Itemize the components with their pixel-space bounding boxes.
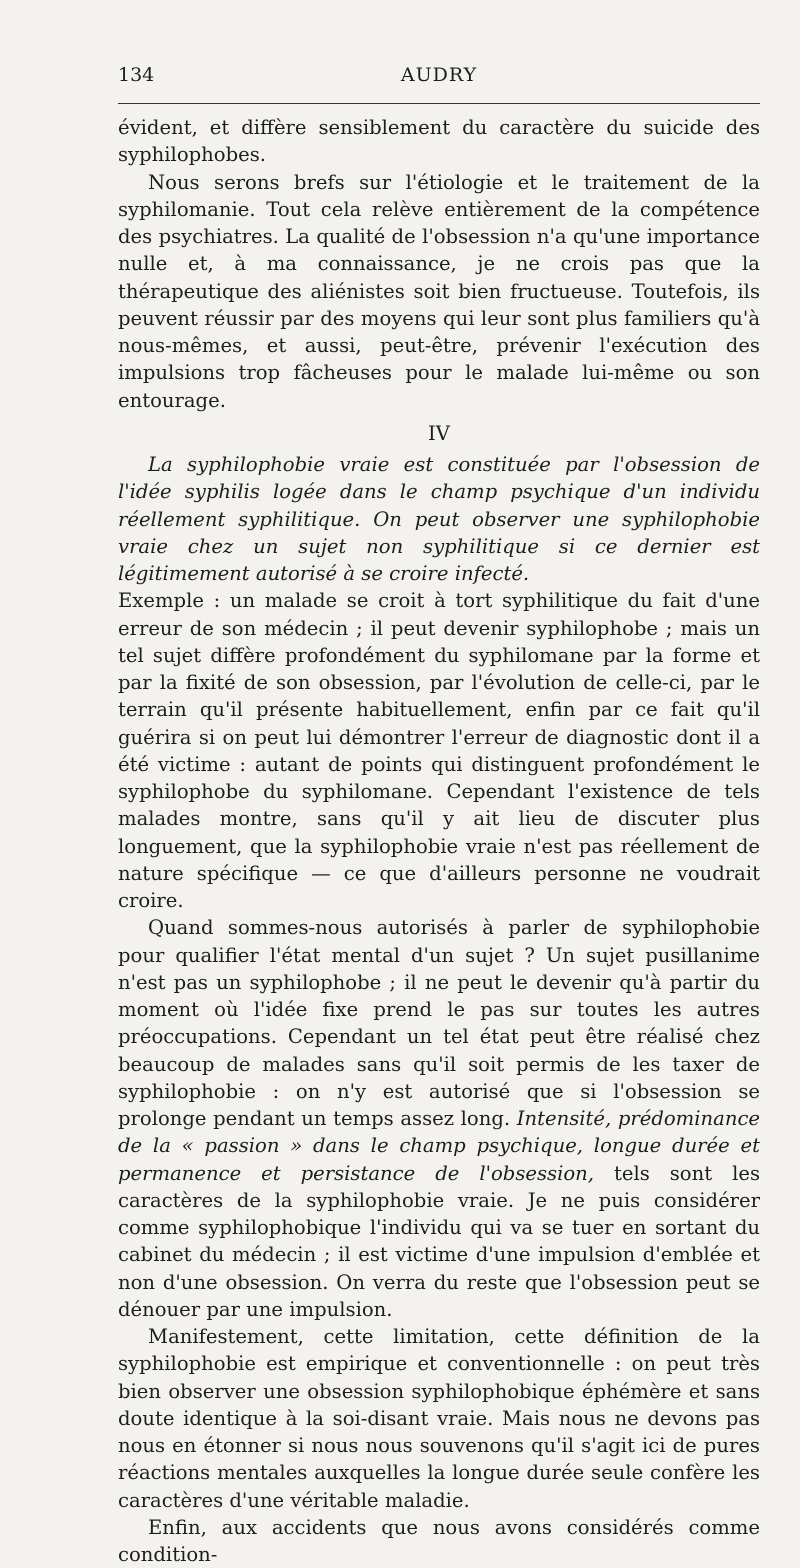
- running-head: AUDRY: [400, 64, 478, 86]
- paragraph-quand: [118, 914, 760, 1323]
- quand-italic: Intensité, prédominance de la « passion » dans le champ psychique, longue durée et permanence et persistance de l'obsession,: [118, 1107, 761, 1185]
- paragraph-enfin: Enfin, aux accidents que nous avons considérés comme condition-: [118, 1515, 760, 1566]
- italic-intro: La syphilophobie vraie est constituée par l'obsession de l'idée syphilis logée dans le champ psychique d'un individu réellement syphilitique. On peut observer une syphilophobie vraie chez un sujet non syphilitique si ce dernier est légitimement autorisé à se croire infecté.: [118, 453, 760, 585]
- quand-text-after: tels sont les caractères de la syphilophobie vraie. Je ne puis considérer comme syphilophobique l'individu qui va se tuer en sortant du cabinet du médecin ; il est victime d'une impulsion d'emblée et non d'une obsession. On verra du reste que l'obsession peut se dénouer par une impulsion.: [118, 1161, 760, 1321]
- paragraph-section-intro: [118, 451, 760, 587]
- paragraph-manifestement: Manifestement, cette limitation, cette définition de la syphilophobie est empirique et conventionnelle : on peut très bien observer une obsession syphilophobique éphémère et sans doute identique à la soi-disant vraie. Mais nous ne devons pas nous en étonner si nous nous souvenons qu'il s'agit ici de pures réactions mentales auxquelles la longue durée seule confère les caractères d'une véritable maladie.: [118, 1325, 760, 1512]
- header-rule: [118, 103, 760, 104]
- section-heading: IV: [428, 421, 450, 445]
- page-header: [118, 62, 760, 90]
- paragraph-etiologie: Nous serons brefs sur l'étiologie et le traitement de la syphilomanie. Tout cela relève entièrement de la compétence des psychiatres. La qualité de l'obsession n'a qu'une importance nulle et, à ma connaissance, je ne crois pas que la thérapeutique des aliénistes soit bien fructueuse. Toutefois, ils peuvent réussir par des moyens qui leur sont plus familiers qu'à nous-mêmes, et aussi, peut-être, prévenir l'exécution des impulsions trop fâcheuses pour le malade lui-même ou son entourage.: [118, 170, 760, 412]
- body-text: [118, 114, 760, 1568]
- page-number: 134: [118, 64, 155, 86]
- paragraph-continuation: évident, et diffère sensiblement du caractère du suicide des syphilophobes.: [118, 116, 760, 167]
- quand-text-before: Quand sommes-nous autorisés à parler de syphilophobie pour qualifier l'état mental d'un sujet ? Un sujet pusillanime n'est pas un syphilophobe ; il ne peut le devenir qu'à partir du moment où l'idée fixe prend le pas sur toutes les autres préoccupations. Cependant un tel état peut être réalisé chez beaucoup de malades sans qu'il soit permis de les taxer de syphilophobie : on n'y est autorisé que si l'obsession se prolonge pendant un temps assez long.: [118, 916, 760, 1130]
- paragraph-exemple: Exemple : un malade se croit à tort syphilitique du fait d'une erreur de son médecin ; il peut devenir syphilophobe ; mais un tel sujet diffère profondément du syphilomane par la forme et par la fixité de son obsession, par l'évolution de celle-ci, par le terrain qu'il présente habituellement, enfin par ce fait qu'il guérira si on peut lui démontrer l'erreur de diagnostic dont il a été victime : autant de points qui distinguent profondément le syphilophobe du syphilomane. Cependant l'existence de tels malades montre, sans qu'il y ait lieu de discuter plus longuement, que la syphilophobie vraie n'est pas réellement de nature spécifique — ce que d'ailleurs personne ne voudrait croire.: [118, 589, 760, 912]
